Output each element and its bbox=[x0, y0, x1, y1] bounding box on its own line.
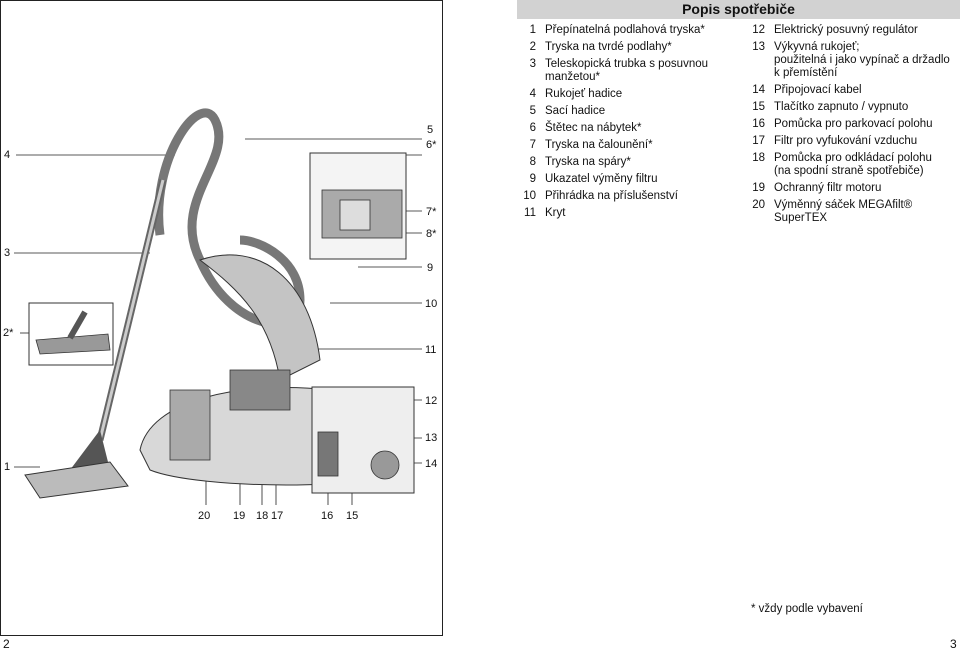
list-item bbox=[745, 152, 960, 178]
callout-9: 9 bbox=[427, 262, 434, 274]
item-number: 9 bbox=[529, 173, 536, 185]
item-number: 4 bbox=[529, 88, 536, 100]
callout-19: 19 bbox=[233, 510, 246, 522]
item-label: Výkyvná rukojeť; použitelná i jako vypínač a držadlo k přemístění bbox=[774, 41, 950, 79]
item-label: Připojovací kabel bbox=[774, 84, 862, 96]
callout-7: 7* bbox=[426, 206, 437, 218]
callout-12: 12 bbox=[425, 395, 438, 407]
item-label: Pomůcka pro odkládací polohu (na spodní straně spotřebiče) bbox=[774, 152, 932, 177]
item-number: 20 bbox=[752, 199, 765, 211]
list-item bbox=[516, 156, 746, 169]
item-number: 7 bbox=[529, 139, 536, 151]
item-number: 14 bbox=[752, 84, 765, 96]
item-label: Přepínatelná podlahová tryska* bbox=[545, 24, 705, 36]
callout-15: 15 bbox=[346, 510, 359, 522]
list-item bbox=[745, 118, 960, 131]
item-number: 6 bbox=[529, 122, 536, 134]
item-label: Sací hadice bbox=[545, 105, 606, 117]
item-number: 19 bbox=[752, 182, 765, 194]
item-label: Kryt bbox=[545, 207, 566, 219]
list-item bbox=[516, 41, 746, 54]
item-label: Teleskopická trubka s posuvnou manžetou* bbox=[545, 58, 709, 83]
item-number: 15 bbox=[752, 101, 765, 113]
list-item bbox=[745, 41, 960, 80]
item-number: 5 bbox=[529, 105, 536, 117]
item-number: 13 bbox=[752, 41, 765, 53]
item-label: Tryska na spáry* bbox=[545, 156, 631, 168]
item-number: 12 bbox=[752, 24, 765, 36]
item-number: 17 bbox=[752, 135, 765, 147]
callout-1: 1 bbox=[4, 461, 11, 473]
page-number-right: 3 bbox=[950, 637, 957, 651]
list-item bbox=[516, 173, 746, 186]
item-number: 11 bbox=[524, 207, 536, 219]
list-item bbox=[516, 58, 746, 84]
parts-list-right bbox=[745, 24, 960, 229]
list-item bbox=[516, 122, 746, 135]
callout-20: 20 bbox=[198, 510, 211, 522]
list-item bbox=[516, 105, 746, 118]
item-label: Tlačítko zapnuto / vypnuto bbox=[774, 101, 909, 113]
item-label: Výměnný sáček MEGAfilt® SuperTEX bbox=[774, 199, 913, 224]
list-item bbox=[745, 135, 960, 148]
list-item bbox=[516, 24, 746, 37]
list-item bbox=[745, 84, 960, 97]
callout-14: 14 bbox=[425, 458, 438, 470]
item-label: Tryska na tvrdé podlahy* bbox=[545, 41, 672, 53]
item-number: 16 bbox=[752, 118, 765, 130]
callout-6: 6* bbox=[426, 139, 437, 151]
list-item bbox=[745, 24, 960, 37]
list-item bbox=[516, 88, 746, 101]
list-item bbox=[745, 101, 960, 114]
callout-11: 11 bbox=[425, 344, 437, 356]
callout-13: 13 bbox=[425, 432, 438, 444]
callout-16: 16 bbox=[321, 510, 334, 522]
callout-5: 5 bbox=[427, 124, 434, 136]
item-label: Tryska na čalounění* bbox=[545, 139, 653, 151]
item-label: Ochranný filtr motoru bbox=[774, 182, 882, 194]
item-label: Rukojeť hadice bbox=[545, 88, 623, 100]
vacuum-illustration bbox=[0, 0, 443, 636]
item-number: 10 bbox=[523, 190, 536, 202]
item-label: Přihrádka na příslušenství bbox=[545, 190, 678, 202]
item-label: Filtr pro vyfukování vzduchu bbox=[774, 135, 918, 147]
list-item bbox=[516, 139, 746, 152]
item-label: Pomůcka pro parkovací polohu bbox=[774, 118, 933, 130]
callout-10: 10 bbox=[425, 298, 438, 310]
callout-4: 4 bbox=[4, 149, 11, 161]
page-number-left: 2 bbox=[3, 637, 10, 651]
item-number: 1 bbox=[529, 24, 536, 36]
page-title: Popis spotřebiče bbox=[517, 0, 960, 19]
callout-17: 17 bbox=[271, 510, 284, 522]
callout-2: 2* bbox=[3, 327, 14, 339]
list-item bbox=[745, 199, 960, 225]
callout-8: 8* bbox=[426, 228, 437, 240]
item-number: 8 bbox=[529, 156, 536, 168]
item-label: Ukazatel výměny filtru bbox=[545, 173, 658, 185]
footnote: * vždy podle vybavení bbox=[751, 603, 863, 615]
list-item bbox=[745, 182, 960, 195]
parts-list-left bbox=[516, 24, 746, 224]
callout-18: 18 bbox=[256, 510, 269, 522]
list-item bbox=[516, 190, 746, 203]
item-number: 2 bbox=[529, 41, 536, 53]
item-label: Elektrický posuvný regulátor bbox=[774, 24, 918, 36]
callout-3: 3 bbox=[4, 247, 11, 259]
item-label: Štětec na nábytek* bbox=[545, 122, 642, 134]
list-item bbox=[516, 207, 746, 220]
item-number: 3 bbox=[529, 58, 536, 70]
item-number: 18 bbox=[752, 152, 765, 164]
